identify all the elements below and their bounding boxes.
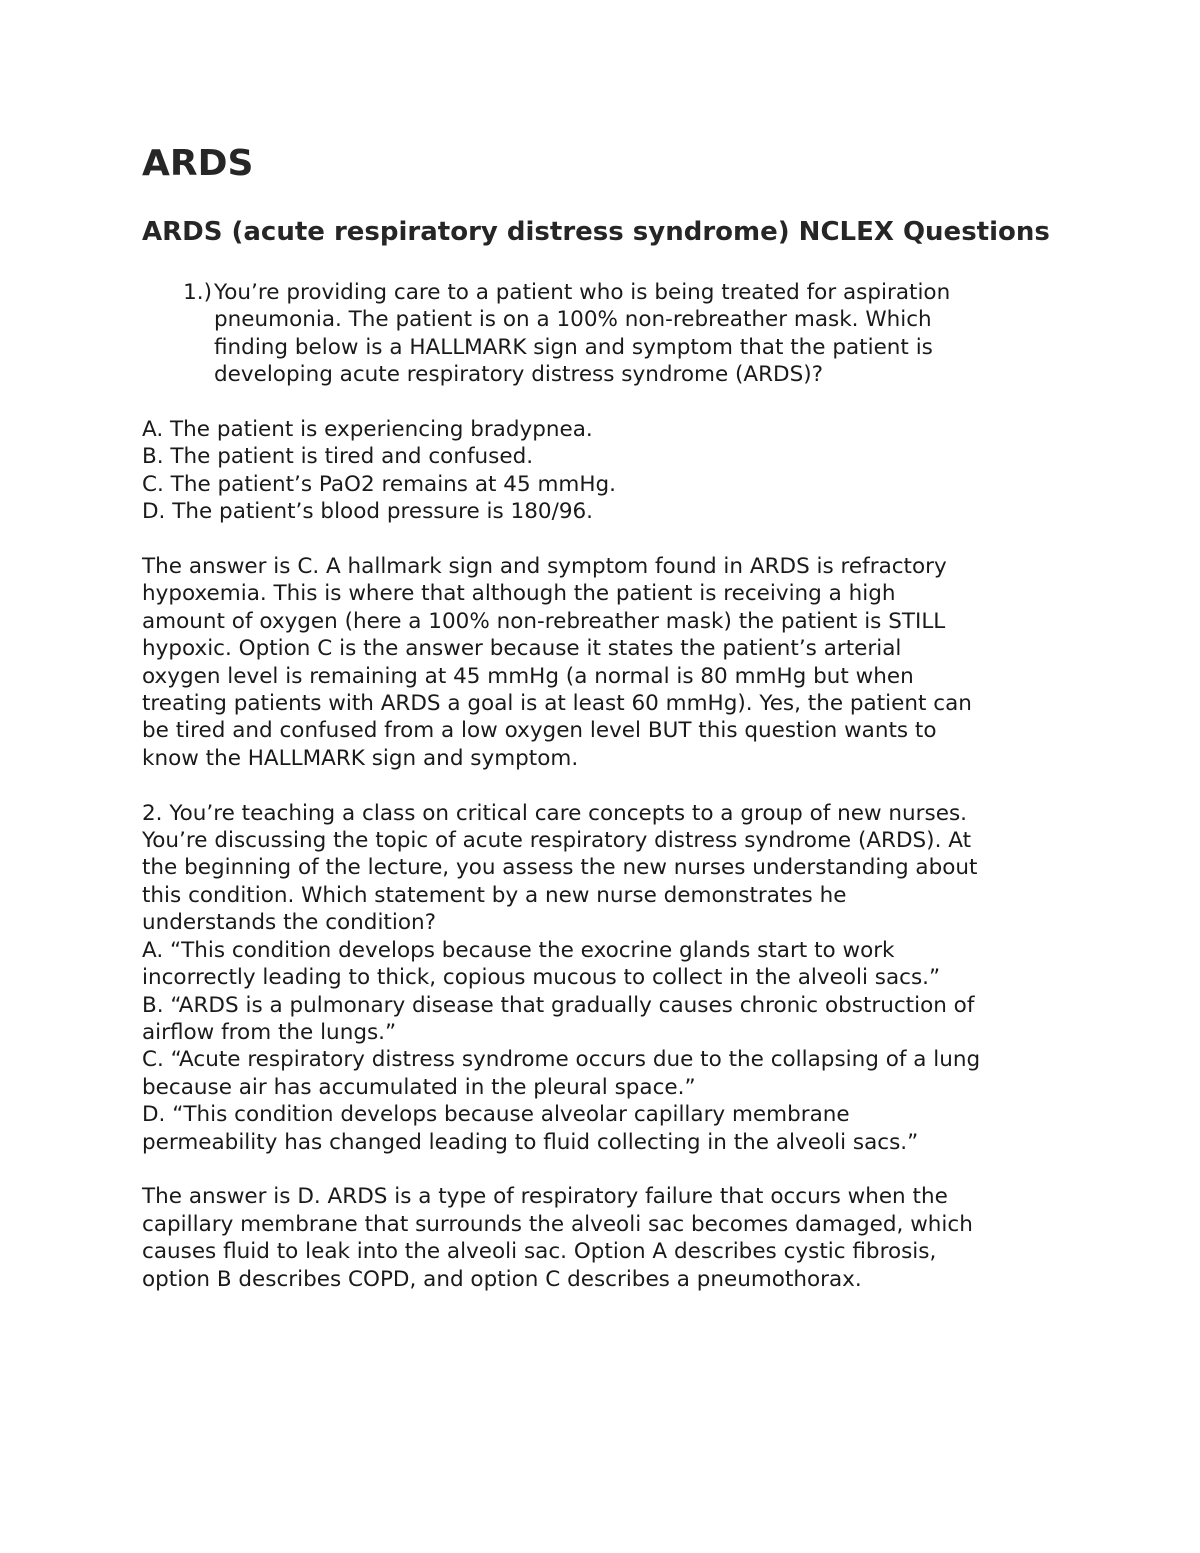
answer-line: causes fluid to leak into the alveoli sac. Option A describes cystic fibrosis,: [142, 1239, 937, 1265]
question-2-option-line: D. “This condition develops because alveolar capillary membrane: [142, 1102, 850, 1128]
question-1-line: developing acute respiratory distress syndrome (ARDS)?: [214, 362, 824, 388]
question-2-answer: [142, 1183, 1072, 1293]
question-2-option-line: permeability has changed leading to fluid collecting in the alveoli sacs.”: [142, 1129, 919, 1155]
document-subtitle: ARDS (acute respiratory distress syndrome) NCLEX Questions: [142, 217, 1050, 247]
page-title: ARDS: [142, 143, 254, 184]
answer-line: be tired and confused from a low oxygen level BUT this question wants to: [142, 718, 937, 744]
answer-line: oxygen level is remaining at 45 mmHg (a normal is 80 mmHg but when: [142, 663, 914, 689]
option-d: D. The patient’s blood pressure is 180/96.: [142, 499, 594, 525]
answer-line: treating patients with ARDS a goal is at least 60 mmHg). Yes, the patient can: [142, 691, 972, 717]
answer-line: hypoxic. Option C is the answer because it states the patient’s arterial: [142, 636, 902, 662]
answer-line: capillary membrane that surrounds the alveoli sac becomes damaged, which: [142, 1211, 973, 1237]
question-2-option-line: airflow from the lungs.”: [142, 1019, 397, 1045]
question-2-line: You’re discussing the topic of acute respiratory distress syndrome (ARDS). At: [142, 828, 971, 854]
answer-line: option B describes COPD, and option C describes a pneumothorax.: [142, 1266, 862, 1292]
question-2-line: 2. You’re teaching a class on critical care concepts to a group of new nurses.: [142, 800, 967, 826]
question-1-line: finding below is a HALLMARK sign and symptom that the patient is: [214, 334, 933, 360]
question-2-option-line: B. “ARDS is a pulmonary disease that gradually causes chronic obstruction of: [142, 992, 975, 1018]
answer-line: know the HALLMARK sign and symptom.: [142, 745, 579, 771]
question-2-line: understands the condition?: [142, 910, 437, 936]
option-a: A. The patient is experiencing bradypnea.: [142, 417, 593, 443]
document-page: [142, 138, 1072, 1293]
question-2-option-line: because air has accumulated in the pleural space.”: [142, 1074, 696, 1100]
question-2-line: the beginning of the lecture, you assess the new nurses understanding about: [142, 855, 978, 881]
question-1-text: [214, 279, 1072, 389]
question-2-option-line: C. “Acute respiratory distress syndrome occurs due to the collapsing of a lung: [142, 1047, 981, 1073]
question-1-number: 1.): [183, 280, 212, 305]
question-2-option-line: incorrectly leading to thick, copious mucous to collect in the alveoli sacs.”: [142, 965, 941, 991]
answer-line: amount of oxygen (here a 100% non-rebreather mask) the patient is STILL: [142, 608, 946, 634]
question-1-line: pneumonia. The patient is on a 100% non-rebreather mask. Which: [214, 307, 932, 333]
answer-line: hypoxemia. This is where that although the patient is receiving a high: [142, 581, 896, 607]
question-1-line: You’re providing care to a patient who is being treated for aspiration: [214, 280, 951, 305]
answer-line: The answer is D. ARDS is a type of respiratory failure that occurs when the: [142, 1184, 948, 1210]
option-c: C. The patient’s PaO2 remains at 45 mmHg.: [142, 471, 617, 497]
question-1-answer: [142, 553, 1072, 772]
question-1: [142, 279, 1072, 389]
option-b: B. The patient is tired and confused.: [142, 444, 534, 470]
question-2: [142, 800, 1072, 1156]
question-1-options: [142, 416, 1072, 526]
question-2-line: this condition. Which statement by a new nurse demonstrates he: [142, 882, 847, 908]
answer-line: The answer is C. A hallmark sign and symptom found in ARDS is refractory: [142, 554, 947, 580]
question-2-option-line: A. “This condition develops because the exocrine glands start to work: [142, 937, 895, 963]
